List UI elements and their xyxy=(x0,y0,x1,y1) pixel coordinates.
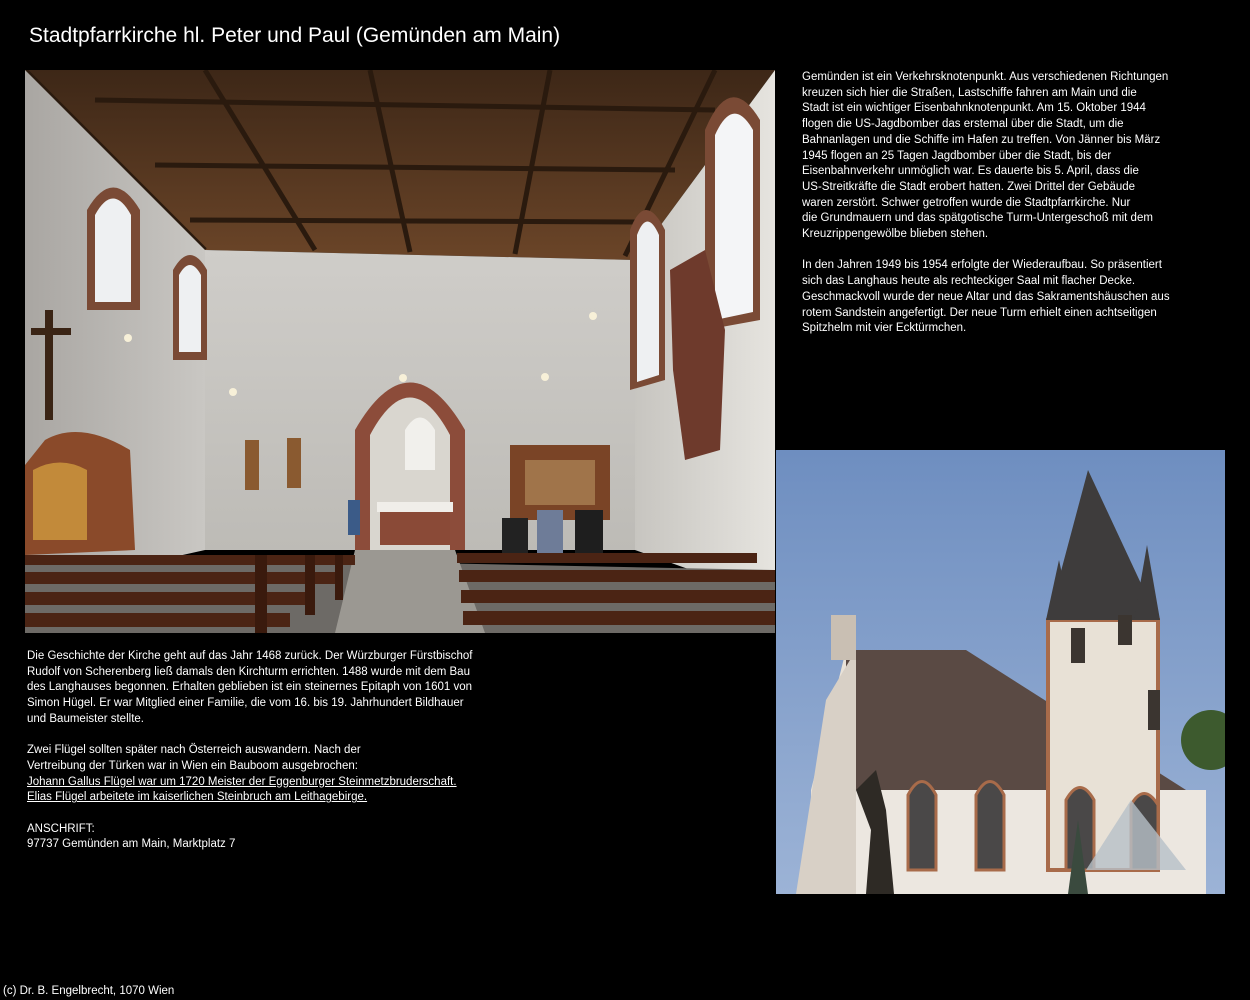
church-exterior-photo xyxy=(776,450,1225,894)
text-line: Die Geschichte der Kirche geht auf das Jahr 1468 zurück. Der Würzburger Fürstbischof xyxy=(27,650,473,662)
text-line: Stadt ist ein wichtiger Eisenbahnknotenpunkt. Am 15. Oktober 1944 xyxy=(802,102,1146,115)
text-line: des Langhauses begonnen. Erhalten geblieben ist ein steinernes Epitaph von 1601 von xyxy=(27,681,473,694)
copyright-footer: (c) Dr. B. Engelbrecht, 1070 Wien xyxy=(3,985,175,997)
text-line: Gemünden ist ein Verkehrsknotenpunkt. Aus verschiedenen Richtungen xyxy=(802,71,1169,83)
text-line: US-Streitkräfte die Stadt erobert hatten. Zwei Drittel der Gebäude xyxy=(802,180,1136,193)
text-line: Eisenbahnverkehr unmöglich war. Es dauerte bis 5. April, dass die xyxy=(802,165,1139,178)
paragraph-war-damage xyxy=(802,70,1222,243)
text-line: waren zerstört. Schwer getroffen wurde die Stadtpfarrkirche. Nur xyxy=(802,196,1131,209)
text-line: sich das Langhaus heute als rechteckiger Saal mit flacher Decke. xyxy=(802,275,1136,288)
text-line: Bahnanlagen und die Schiffe im Hafen zu treffen. Von Jänner bis März xyxy=(802,133,1161,146)
text-line: Spitzhelm mit vier Ecktürmchen. xyxy=(802,322,967,335)
text-line: flogen die US-Jagdbomber das erstemal über die Stadt, um die xyxy=(802,118,1124,131)
text-line: Geschmackvoll wurde der neue Altar und das Sakramentshäuschen aus xyxy=(802,290,1170,303)
text-line: Rudolf von Scherenberg ließ damals den Kirchturm errichten. 1488 wurde mit dem Bau xyxy=(27,665,470,678)
address-value: 97737 Gemünden am Main, Marktplatz 7 xyxy=(27,838,236,851)
text-line: In den Jahren 1949 bis 1954 erfolgte der Wiederaufbau. So präsentiert xyxy=(802,259,1162,272)
text-line: Vertreibung der Türken war in Wien ein Bauboom ausgebrochen: xyxy=(27,759,358,772)
text-line: kreuzen sich hier die Straßen, Lastschiffe fahren am Main und die xyxy=(802,86,1137,99)
address-label: ANSCHRIFT: xyxy=(27,822,95,835)
link-johann-gallus-fluegel[interactable]: Johann Gallus Flügel war um 1720 Meister der Eggenburger Steinmetzbruderschaft. xyxy=(27,775,457,788)
text-line: und Baumeister stellte. xyxy=(27,712,144,725)
text-line: 1945 flogen an 25 Tagen Jagdbomber über die Stadt, bis der xyxy=(802,149,1112,162)
page-title: Stadtpfarrkirche hl. Peter und Paul (Gemünden am Main) xyxy=(29,24,561,47)
text-line: rotem Sandstein angefertigt. Der neue Turm erhielt einen achtseitigen xyxy=(802,306,1157,319)
text-line: Simon Hügel. Er war Mitglied einer Familie, die vom 16. bis 19. Jahrhundert Bildhauer xyxy=(27,697,464,710)
text-line: die Grundmauern und das spätgotische Turm-Untergeschoß mit dem xyxy=(802,212,1153,225)
paragraph-reconstruction xyxy=(802,258,1222,337)
text-line: Kreuzrippengewölbe blieben stehen. xyxy=(802,228,989,241)
text-line: Zwei Flügel sollten später nach Österreich auswandern. Nach der xyxy=(27,744,361,757)
address-block xyxy=(27,822,507,853)
link-elias-fluegel[interactable]: Elias Flügel arbeitete im kaiserlichen Steinbruch am Leithagebirge. xyxy=(27,791,368,804)
paragraph-history xyxy=(27,649,507,728)
history-text-left xyxy=(27,649,507,853)
church-interior-photo xyxy=(25,70,775,633)
history-text-right xyxy=(802,70,1222,337)
paragraph-fluegel xyxy=(27,743,507,806)
